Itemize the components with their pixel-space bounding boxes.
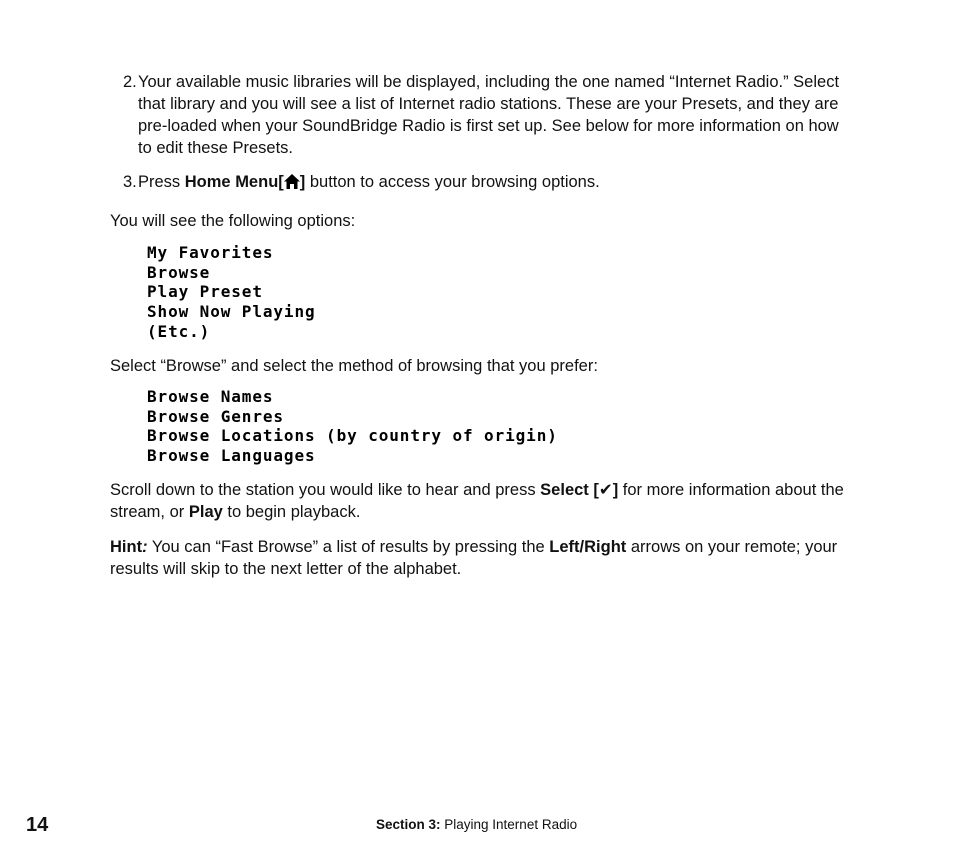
footer-section-label: Section 3: [376,817,441,832]
footer-section-name: Playing Internet Radio [440,817,578,832]
hint-text: arrows on your remote; your results will skip to the next letter of the alphabet. [110,538,838,578]
scroll-text: to begin playback. [222,503,361,521]
scroll-text: Scroll down to the station you would like to hear and press [110,481,541,499]
hint-paragraph [110,536,845,580]
select-button-label: Select [✔] [540,481,619,499]
home-menu-label: Home Menu[ [184,173,284,191]
browse-intro: Select “Browse” and select the method of browsing that you prefer: [110,357,598,375]
options-intro: You will see the following options: [110,212,356,230]
step-2 [123,71,843,159]
step-suffix: button to access your browsing options. [305,173,600,191]
option-item: Browse [147,262,211,282]
scroll-text: for more information about the stream, or [110,481,844,521]
step-text [138,171,843,193]
option-item: Show Now Playing [147,302,316,322]
browse-option-item: Browse Genres [147,406,284,426]
step-number: 2. [123,73,137,91]
home-menu-close: ] [299,173,306,191]
step-prefix: Press [138,173,185,191]
option-item: My Favorites [147,243,274,262]
home-icon [284,174,300,189]
options-list [147,243,316,342]
hint-text: You can “Fast Browse” a list of results by pressing the [147,538,550,556]
left-right-label: Left/Right [549,538,627,556]
option-item: (Etc.) [147,321,211,341]
browse-options-list [147,387,558,466]
hint-label: Hint [110,538,143,556]
footer-section-title [376,816,577,834]
page-number: 14 [26,814,49,836]
browse-option-item: Browse Languages [147,446,316,466]
step-number: 3. [123,173,137,191]
browse-option-item: Browse Names [147,387,274,406]
step-text: Your available music libraries will be displayed, including the one named “Internet Radio.” Select that library and you will see a list of Internet radio stations. These are your Presets, and they are pre-loaded when your SoundBridge Radio is first set up. See below for more information on how to edit these Presets. [138,73,840,157]
browse-option-item: Browse Locations (by country of origin) [147,426,558,446]
hint-colon: : [142,538,148,556]
step-3 [123,171,843,193]
scroll-paragraph [110,479,845,523]
option-item: Play Preset [147,282,263,302]
play-button-label: Play [188,503,223,521]
